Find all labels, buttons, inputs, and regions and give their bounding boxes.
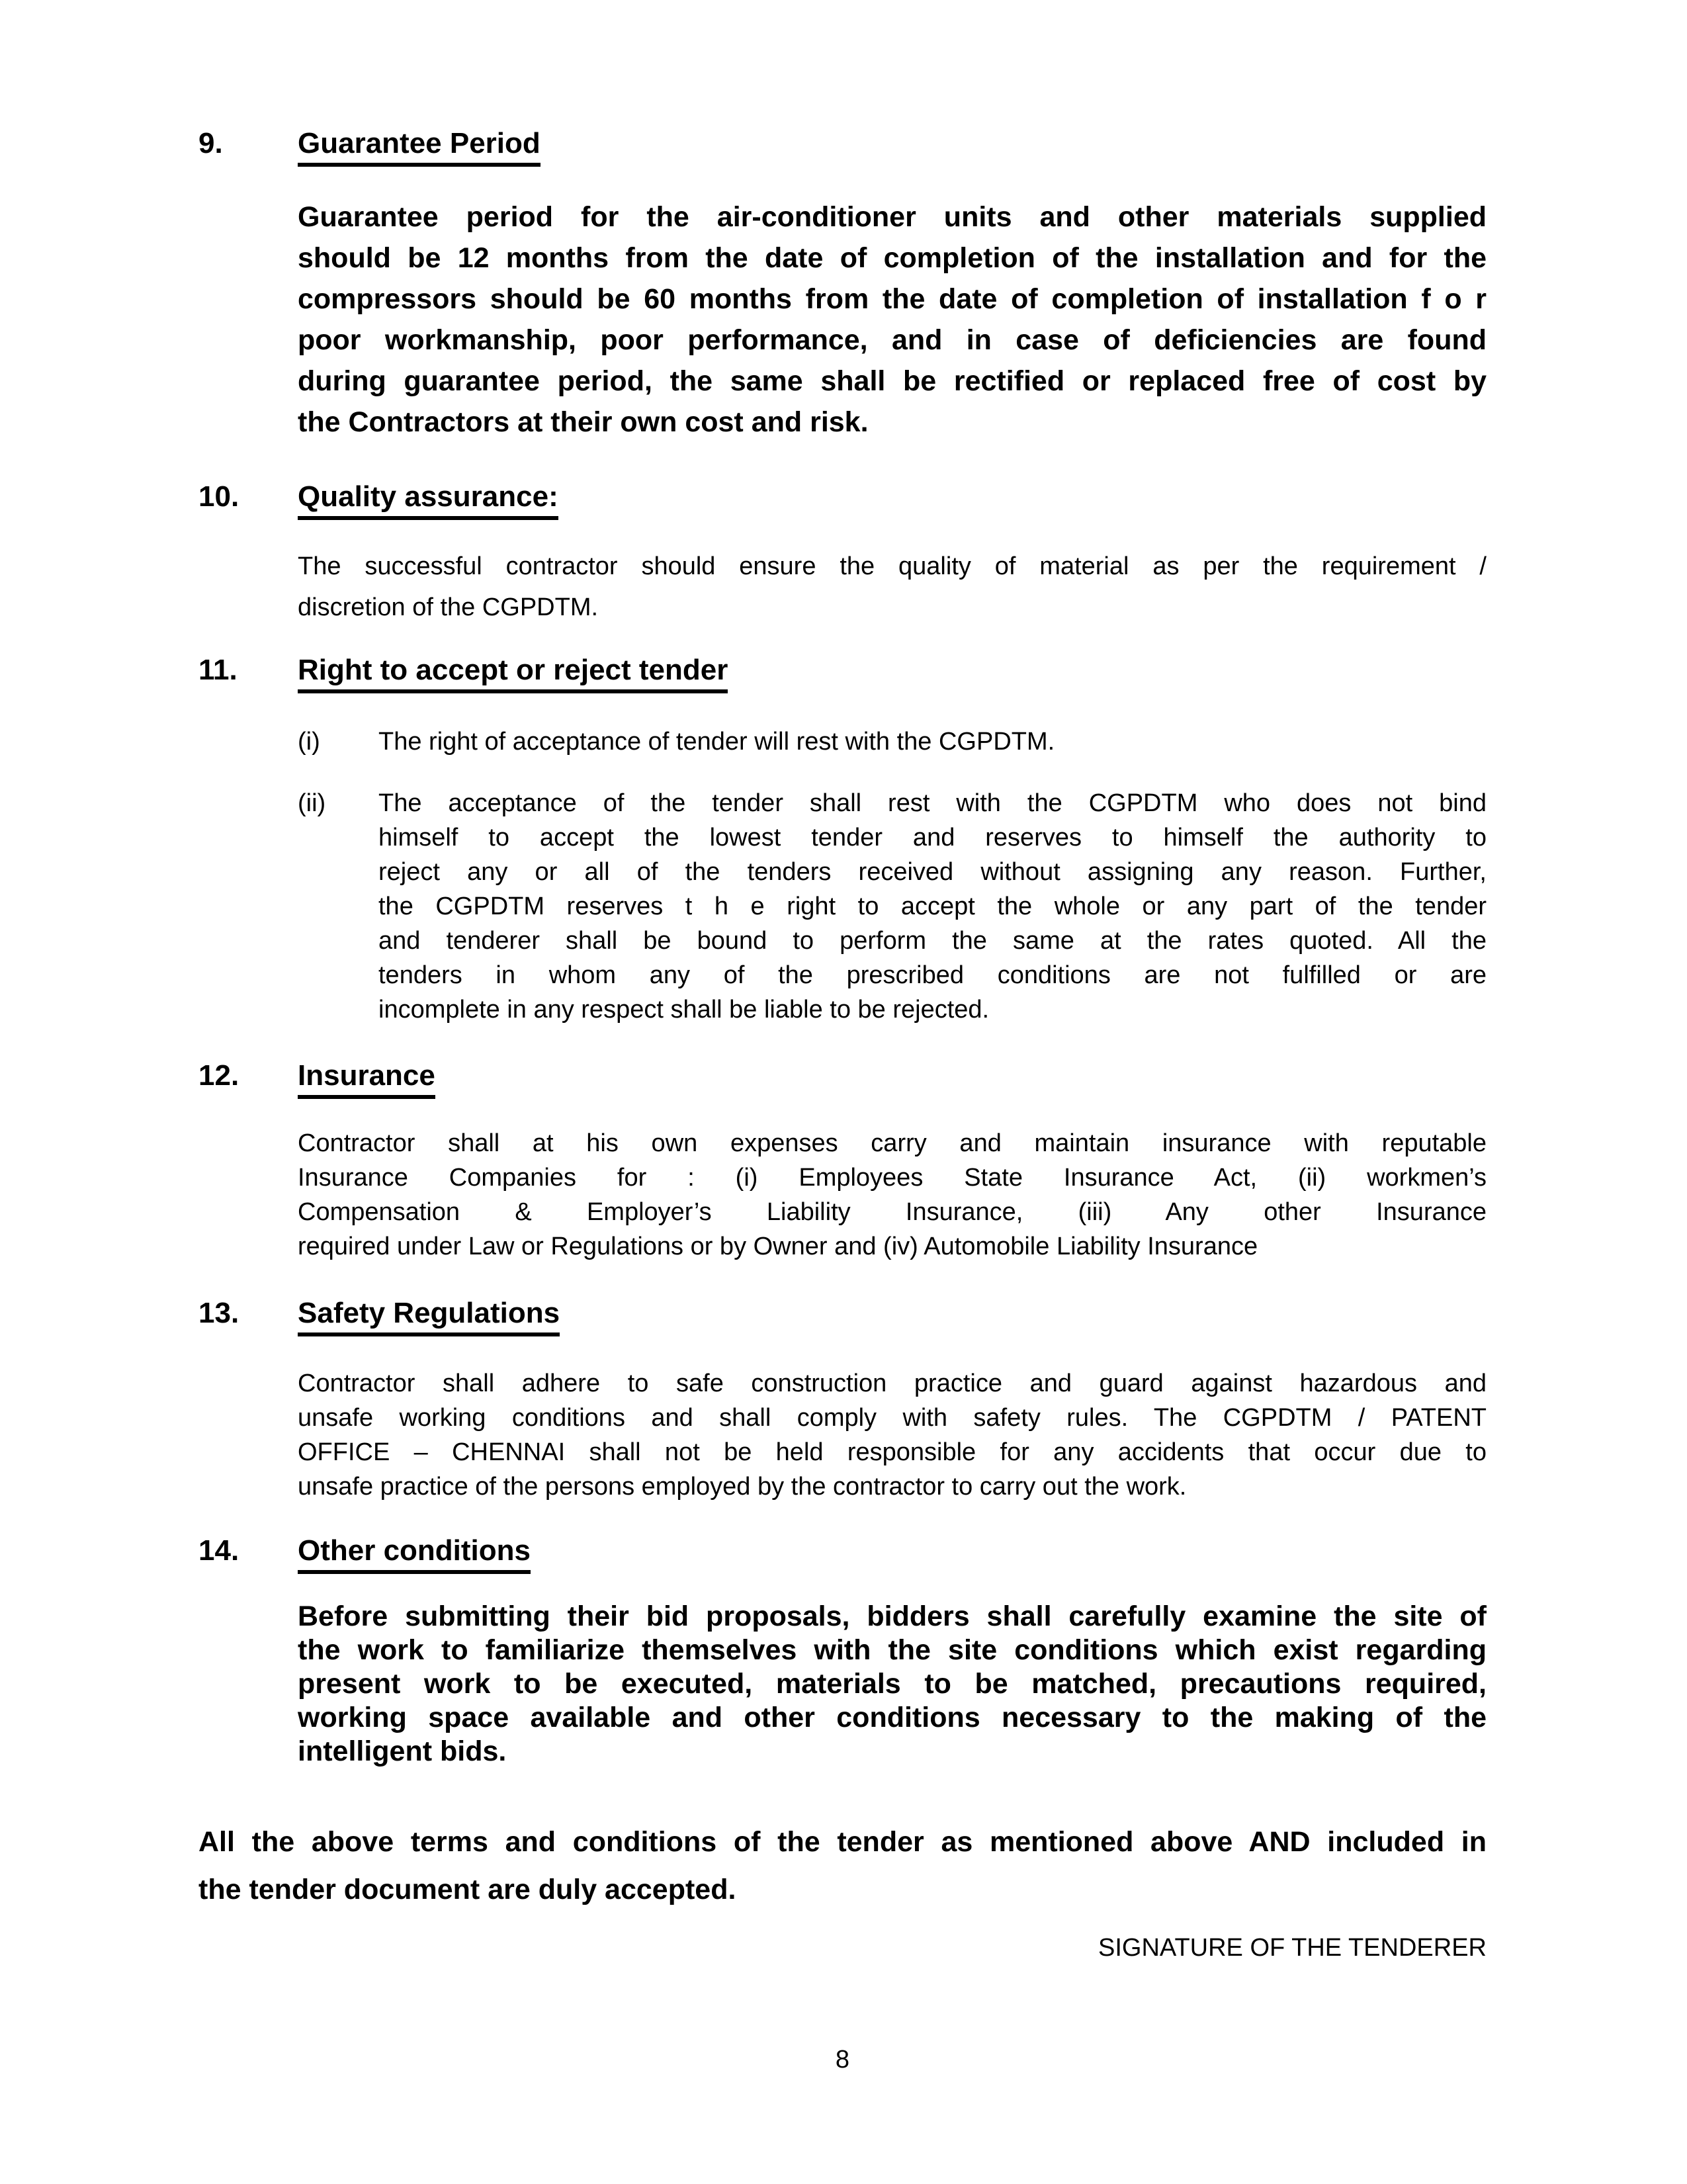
page-number: 8	[835, 2046, 850, 2074]
text-line: OFFICE – CHENNAI shall not be held responsible for any accidents that occur due to	[298, 1438, 1487, 1466]
text-line: The successful contractor should ensure the quality of material as per the requirement /	[298, 552, 1487, 580]
section-number: 14.	[198, 1534, 239, 1567]
text-line: intelligent bids.	[298, 1735, 507, 1767]
section-paragraph	[298, 1126, 1487, 1264]
section-12-insurance	[198, 1059, 1487, 1264]
section-heading-text: Quality assurance:	[298, 480, 558, 520]
section-13-safety-regulations	[198, 1296, 1487, 1504]
text-line: All the above terms and conditions of the tender as mentioned above AND included in	[198, 1826, 1487, 1858]
text-line: Before submitting their bid proposals, bidders shall carefully examine the site of	[298, 1600, 1487, 1632]
section-number: 12.	[198, 1059, 239, 1092]
section-heading	[298, 1296, 560, 1336]
subitem-i	[298, 724, 1487, 759]
text-line: Guarantee period for the air-conditioner units and other materials supplied	[298, 201, 1487, 233]
text-line: should be 12 months from the date of completion of the installation and for the	[298, 242, 1487, 274]
section-heading	[298, 653, 728, 693]
text-line: The right of acceptance of tender will rest with the CGPDTM.	[378, 728, 1055, 756]
text-line: working space available and other conditions necessary to the making of the	[298, 1702, 1487, 1733]
section-paragraph	[298, 1366, 1487, 1504]
section-heading	[298, 126, 541, 167]
text-line: reject any or all of the tenders received without assigning any reason. Further,	[378, 858, 1487, 886]
section-9-guarantee-period	[198, 126, 1487, 443]
signature-line: SIGNATURE OF THE TENDERER	[1098, 1934, 1487, 1962]
section-paragraph	[298, 1600, 1487, 1769]
text-line: discretion of the CGPDTM.	[298, 593, 599, 621]
section-11-right-to-accept-or-reject	[198, 653, 1487, 1027]
section-heading-text: Right to accept or reject tender	[298, 653, 728, 693]
text-line: the tender document are duly accepted.	[198, 1874, 736, 1905]
text-line: the CGPDTM reserves t h e right to accept the whole or any part of the tender	[378, 893, 1487, 920]
section-heading-row	[198, 1059, 1487, 1099]
text-line: the work to familiarize themselves with the site conditions which exist regarding	[298, 1634, 1487, 1666]
text-line: during guarantee period, the same shall be rectified or replaced free of cost by	[298, 365, 1487, 397]
text-line: compressors should be 60 months from the date of completion of installation f o r	[298, 283, 1487, 315]
section-heading-row	[198, 653, 1487, 693]
text-line: tenders in whom any of the prescribed conditions are not fulfilled or are	[378, 961, 1487, 989]
section-heading	[298, 480, 558, 520]
text-line: himself to accept the lowest tender and reserves to himself the authority to	[378, 824, 1487, 852]
section-heading-row	[198, 480, 1487, 520]
text-line: poor workmanship, poor performance, and in case of deficiencies are found	[298, 324, 1487, 356]
subitem-label: (ii)	[298, 789, 326, 817]
section-heading-text: Insurance	[298, 1059, 435, 1099]
section-number: 10.	[198, 480, 239, 513]
section-heading	[298, 1534, 531, 1574]
subitem-text	[378, 724, 1487, 759]
section-heading-row	[198, 1534, 1487, 1574]
text-line: present work to be executed, materials to be matched, precautions required,	[298, 1668, 1487, 1700]
text-line: The acceptance of the tender shall rest with the CGPDTM who does not bind	[378, 789, 1487, 817]
text-line: Contractor shall adhere to safe construction practice and guard against hazardous and	[298, 1370, 1487, 1397]
text-line: Compensation & Employer’s Liability Insurance, (iii) Any other Insurance	[298, 1198, 1487, 1226]
text-line: and tenderer shall be bound to perform the same at the rates quoted. All the	[378, 927, 1487, 955]
closing-paragraph	[198, 1818, 1487, 1913]
subitem-text	[378, 786, 1487, 1027]
subitem-label: (i)	[298, 728, 320, 756]
text-line: Contractor shall at his own expenses carry and maintain insurance with reputable	[298, 1129, 1487, 1157]
subitem-ii	[298, 786, 1487, 1027]
section-14-other-conditions	[198, 1534, 1487, 1769]
text-line: unsafe practice of the persons employed by the contractor to carry out the work.	[298, 1473, 1187, 1501]
section-heading	[298, 1059, 435, 1099]
section-number: 13.	[198, 1297, 239, 1329]
section-paragraph	[298, 546, 1487, 628]
section-heading-text: Other conditions	[298, 1534, 531, 1574]
section-number: 9.	[198, 127, 223, 159]
text-line: required under Law or Regulations or by Owner and (iv) Automobile Liability Insurance	[298, 1233, 1258, 1260]
section-10-quality-assurance	[198, 480, 1487, 628]
section-heading-text: Safety Regulations	[298, 1296, 560, 1336]
text-line: Insurance Companies for : (i) Employees State Insurance Act, (ii) workmen’s	[298, 1164, 1487, 1192]
text-line: unsafe working conditions and shall comply with safety rules. The CGPDTM / PATENT	[298, 1404, 1487, 1432]
section-heading-text: Guarantee Period	[298, 126, 541, 167]
section-paragraph	[298, 197, 1487, 443]
section-number: 11.	[198, 654, 238, 686]
section-heading-row	[198, 1296, 1487, 1336]
section-heading-row	[198, 126, 1487, 167]
text-line: incomplete in any respect shall be liable to be rejected.	[378, 996, 990, 1024]
text-line: the Contractors at their own cost and risk.	[298, 406, 869, 438]
